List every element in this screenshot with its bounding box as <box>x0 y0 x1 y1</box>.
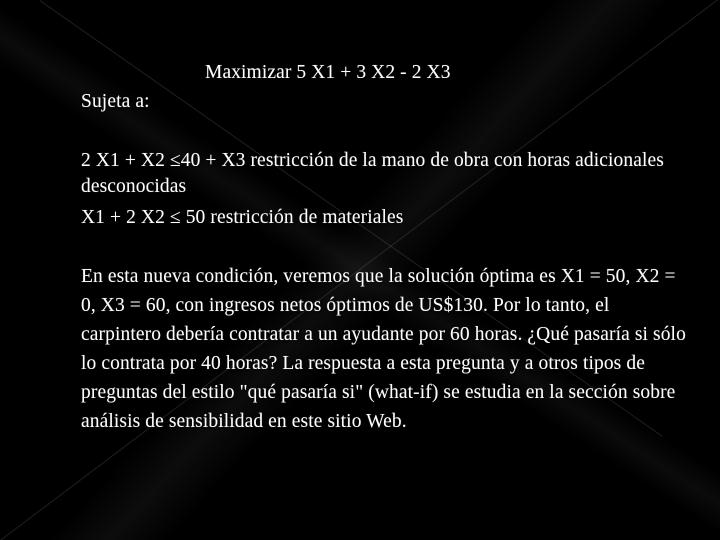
constraint-labor: 2 X1 + X2 ≤40 + X3 restricción de la mano de obra con horas adicionales desconocidas <box>81 150 664 197</box>
subject-to-label: Sujeta a: <box>81 91 150 112</box>
explanation-paragraph: En esta nueva condición, veremos que la solución óptima es X1 = 50, X2 = 0, X3 = 60, con ingresos netos óptimos de US$130. Por lo tanto, el carpintero debería contratar a un ayudante por 60 horas. ¿Qué pasaría si sólo lo contrata por 40 horas? La respuesta a esta pregunta y a otros tipos de preguntas del estilo "qué pasaría si" (what-if) se estudia en la sección sobre análisis de sensibilidad en este sitio Web. <box>81 266 686 432</box>
constraint-materials: X1 + 2 X2 ≤ 50 restricción de materiales <box>81 207 404 228</box>
objective-function: Maximizar 5 X1 + 3 X2 - 2 X3 <box>205 62 451 83</box>
